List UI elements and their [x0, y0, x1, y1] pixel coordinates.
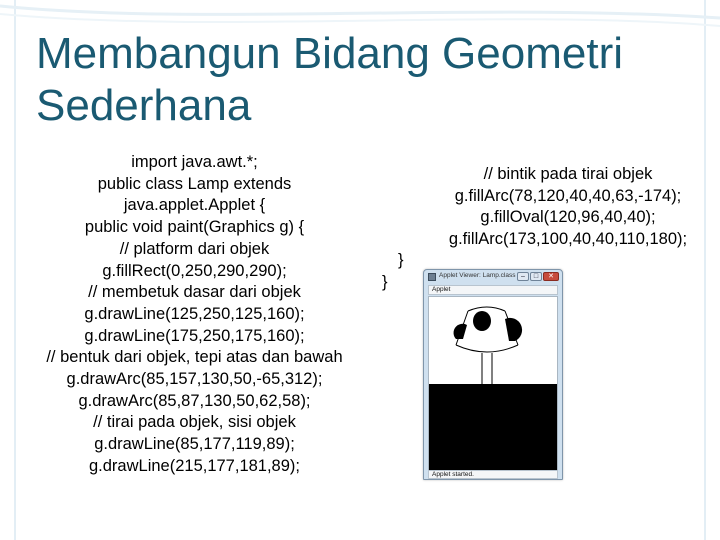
shade-spot-left [454, 324, 467, 339]
lamp-drawing [429, 297, 557, 470]
right-frame-line [704, 0, 706, 540]
menu-bar [428, 285, 558, 295]
applet-viewer-window [423, 269, 563, 480]
applet-canvas [428, 296, 558, 471]
code-line: g.fillOval(120,96,40,40); [480, 208, 656, 227]
left-frame-line [14, 0, 16, 540]
code-line: // platform dari objek [119, 239, 270, 258]
code-line: // bintik pada tirai objek [483, 165, 653, 183]
code-line: g.fillArc(78,120,40,40,63,-174); [454, 186, 682, 205]
shade-bottom-arc [456, 345, 518, 352]
code-line: // tirai pada objek, sisi objek [93, 413, 296, 432]
code-line: g.drawArc(85,87,130,50,62,58); [78, 391, 311, 410]
menu-applet[interactable]: Applet [432, 286, 451, 293]
app-icon [428, 273, 436, 281]
code-line: g.drawLine(175,250,175,160); [84, 326, 305, 345]
minimize-button[interactable]: – [517, 272, 529, 281]
code-line: g.drawLine(125,250,125,160); [84, 304, 305, 323]
status-bar [428, 470, 558, 479]
code-line: // membetuk dasar dari objek [88, 283, 301, 302]
window-titlebar[interactable] [424, 270, 562, 284]
window-controls [517, 272, 559, 282]
shade-spot-right [505, 318, 522, 341]
code-line: java.applet.Applet { [123, 196, 266, 215]
close-button[interactable]: ✕ [543, 272, 559, 281]
platform-rect [429, 384, 557, 470]
closing-brace: } [382, 272, 388, 291]
closing-brace: } [398, 251, 404, 269]
right-code-block [418, 164, 718, 251]
status-text: Applet started. [432, 471, 474, 478]
code-line: g.fillArc(173,100,40,40,110,180); [448, 230, 688, 249]
code-line: g.drawArc(85,157,130,50,-65,312); [66, 370, 323, 389]
code-line: // bentuk dari objek, tepi atas dan bawah [46, 348, 343, 367]
code-line: public void paint(Graphics g) { [84, 218, 305, 237]
code-line: g.fillRect(0,250,290,290); [102, 261, 287, 280]
window-title: Applet Viewer: Lamp.class [439, 272, 516, 279]
maximize-button[interactable]: □ [530, 272, 542, 281]
code-line: import java.awt.*; [131, 153, 258, 171]
shade-spot-center [473, 311, 491, 331]
code-line: g.drawLine(215,177,181,89); [89, 456, 300, 475]
code-line: public class Lamp extends [97, 174, 292, 193]
left-code-block [22, 152, 367, 478]
code-line: g.drawLine(85,177,119,89); [94, 435, 295, 454]
slide-title: Membangun Bidang Geometri Sederhana [36, 29, 623, 130]
closing-braces [382, 250, 412, 293]
shade-top-arc [468, 307, 505, 311]
